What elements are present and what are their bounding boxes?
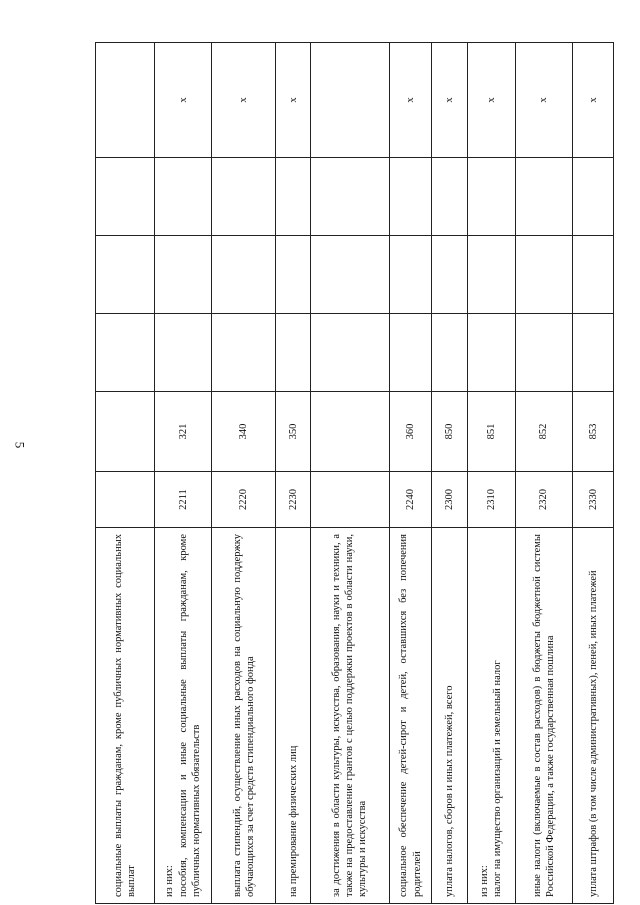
mark-cell: x (515, 43, 573, 158)
table-row (432, 43, 467, 904)
empty-cell (154, 236, 212, 314)
kbk-code-cell: 321 (154, 392, 212, 472)
kbk-code-cell: 340 (212, 392, 276, 472)
mark-cell: x (276, 43, 310, 158)
mark-cell (96, 43, 155, 158)
empty-cell (573, 158, 614, 236)
line-code-cell: 2230 (276, 472, 310, 528)
empty-cell (154, 314, 212, 392)
empty-cell (515, 236, 573, 314)
kbk-code-cell: 851 (467, 392, 515, 472)
table-row (467, 43, 515, 904)
mark-cell: x (467, 43, 515, 158)
empty-cell (515, 158, 573, 236)
empty-cell (573, 236, 614, 314)
empty-cell (276, 236, 310, 314)
expenditure-table (95, 42, 614, 904)
kbk-code-cell: 853 (573, 392, 614, 472)
empty-cell (154, 158, 212, 236)
table-row (276, 43, 310, 904)
empty-cell (96, 158, 155, 236)
empty-cell (96, 314, 155, 392)
table-row (573, 43, 614, 904)
row-name-cell: за достижения в области культуры, искусства, образования, науки и техники, а также на предоставление грантов с целью поддержки проектов в области науки, культуры и искусства (310, 528, 389, 904)
line-code-cell: 2310 (467, 472, 515, 528)
row-name-cell: иные налоги (включаемые в состав расходов) в бюджеты бюджетной системы Российской Федерации, а также государственная пошлина (515, 528, 573, 904)
line-code-cell: 2240 (389, 472, 432, 528)
empty-cell (432, 236, 467, 314)
mark-cell: x (212, 43, 276, 158)
empty-cell (96, 236, 155, 314)
row-name-cell: уплата налогов, сборов и иных платежей, всего (432, 528, 467, 904)
empty-cell (389, 158, 432, 236)
mark-cell: x (154, 43, 212, 158)
row-name-cell: на премирование физических лиц (276, 528, 310, 904)
rotated-table-container (95, 43, 614, 904)
row-name-cell: уплата штрафов (в том числе административных), пеней, иных платежей (573, 528, 614, 904)
line-code-cell: 2211 (154, 472, 212, 528)
empty-cell (310, 158, 389, 236)
line-code-cell (96, 472, 155, 528)
table-row (389, 43, 432, 904)
line-code-cell: 2300 (432, 472, 467, 528)
empty-cell (212, 314, 276, 392)
empty-cell (515, 314, 573, 392)
line-code-cell: 2220 (212, 472, 276, 528)
mark-cell: x (573, 43, 614, 158)
empty-cell (467, 236, 515, 314)
empty-cell (212, 158, 276, 236)
table-row (96, 43, 155, 904)
empty-cell (310, 236, 389, 314)
kbk-code-cell (310, 392, 389, 472)
table-row (154, 43, 212, 904)
row-name-cell: из них: налог на имущество организаций и земельный налог (467, 528, 515, 904)
empty-cell (212, 236, 276, 314)
mark-cell: x (389, 43, 432, 158)
empty-cell (432, 158, 467, 236)
empty-cell (276, 158, 310, 236)
kbk-code-cell (96, 392, 155, 472)
row-name-cell: из них: пособия, компенсации и иные социальные выплаты гражданам, кроме публичных нормативных обязательств (154, 528, 212, 904)
table-row (515, 43, 573, 904)
row-name-cell: социальное обеспечение детей-сирот и детей, оставшихся без попечения родителей (389, 528, 432, 904)
table-row (310, 43, 389, 904)
empty-cell (389, 236, 432, 314)
empty-cell (276, 314, 310, 392)
empty-cell (573, 314, 614, 392)
empty-cell (467, 158, 515, 236)
empty-cell (389, 314, 432, 392)
table-row (212, 43, 276, 904)
kbk-code-cell: 850 (432, 392, 467, 472)
kbk-code-cell: 360 (389, 392, 432, 472)
line-code-cell: 2330 (573, 472, 614, 528)
mark-cell: x (432, 43, 467, 158)
page-number: 5 (12, 441, 28, 449)
empty-cell (310, 314, 389, 392)
row-name-cell: социальные выплаты гражданам, кроме публичных нормативных социальных выплат (96, 528, 155, 904)
kbk-code-cell: 852 (515, 392, 573, 472)
empty-cell (432, 314, 467, 392)
line-code-cell: 2320 (515, 472, 573, 528)
row-name-cell: выплата стипендий, осуществление иных расходов на социальную поддержку обучающихся за счет средств стипендиального фонда (212, 528, 276, 904)
mark-cell (310, 43, 389, 158)
kbk-code-cell: 350 (276, 392, 310, 472)
empty-cell (467, 314, 515, 392)
line-code-cell (310, 472, 389, 528)
